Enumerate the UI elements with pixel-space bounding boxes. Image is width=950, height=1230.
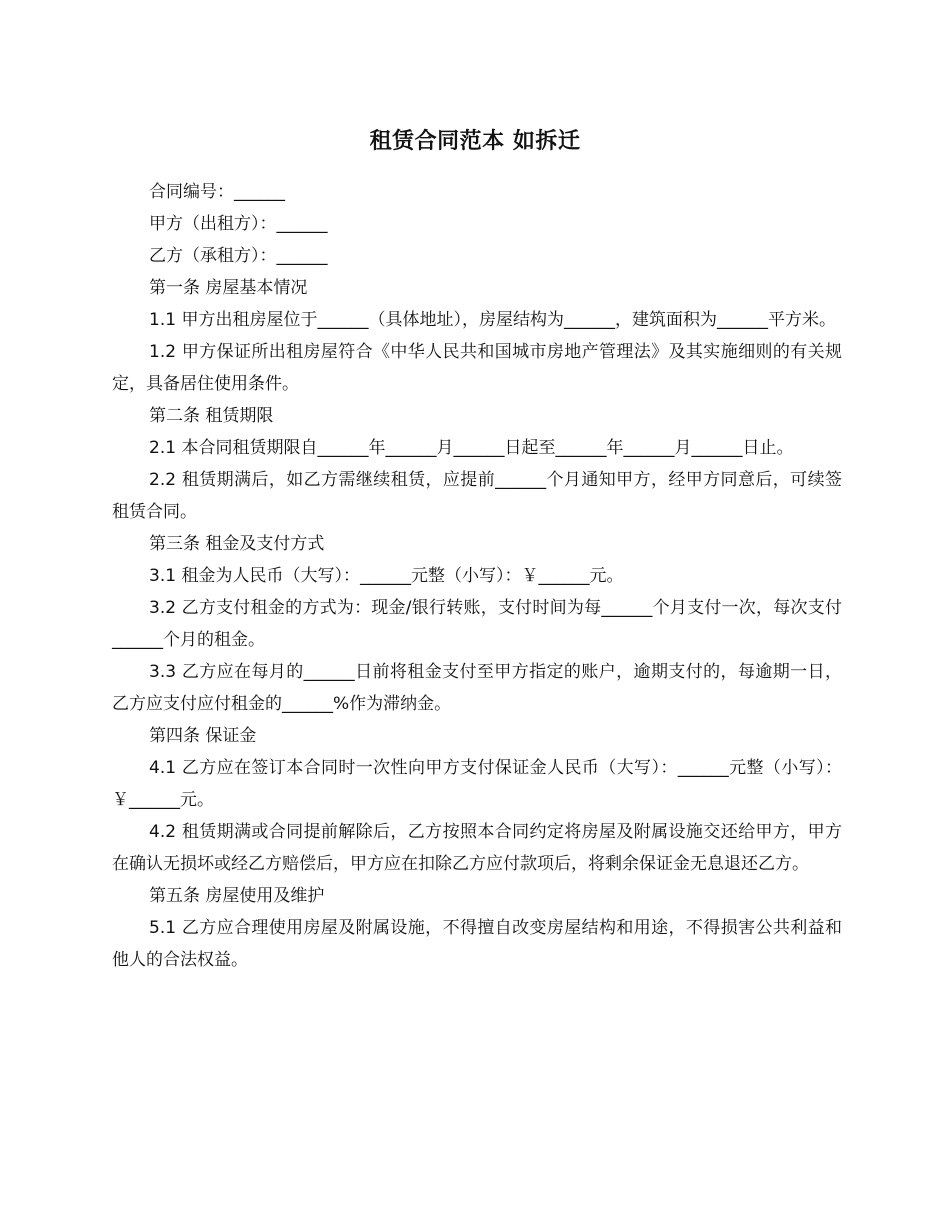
clause-1-1: 1.1 甲方出租房屋位于______（具体地址），房屋结构为______，建筑面积为______平方米。 xyxy=(149,310,836,330)
clause-3-3: 3.3 乙方应在每月的______日前将租金支付至甲方指定的账户，逾期支付的，每逾期一日，乙方应支付应付租金的______%作为滞纳金。 xyxy=(112,662,842,714)
contract-number-line: 合同编号：______ xyxy=(149,182,285,202)
clause-1-2: 1.2 甲方保证所出租房屋符合《中华人民共和国城市房地产管理法》及其实施细则的有关规定，具备居住使用条件。 xyxy=(112,342,842,394)
article-5-heading: 第五条 房屋使用及维护 xyxy=(149,886,325,906)
document-title: 租赁合同范本 如拆迁 xyxy=(369,129,581,154)
clause-3-2: 3.2 乙方支付租金的方式为：现金/银行转账，支付时间为每______个月支付一次，每次支付______个月的租金。 xyxy=(112,598,842,650)
clause-2-1: 2.1 本合同租赁期限自______年______月______日起至______年______月______日止。 xyxy=(149,438,794,458)
article-3-heading: 第三条 租金及支付方式 xyxy=(149,534,325,554)
article-1-heading: 第一条 房屋基本情况 xyxy=(149,278,308,298)
party-a-line: 甲方（出租方）：______ xyxy=(149,214,328,234)
party-b-line: 乙方（承租方）：______ xyxy=(149,246,328,266)
article-2-heading: 第二条 租赁期限 xyxy=(149,406,274,426)
article-4-heading: 第四条 保证金 xyxy=(149,726,257,746)
clause-4-1: 4.1 乙方应在签订本合同时一次性向甲方支付保证金人民币（大写）：______元整（小写）：￥______元。 xyxy=(112,758,842,810)
clause-2-2: 2.2 租赁期满后，如乙方需继续租赁，应提前______个月通知甲方，经甲方同意后，可续签租赁合同。 xyxy=(112,470,842,522)
clause-5-1: 5.1 乙方应合理使用房屋及附属设施，不得擅自改变房屋结构和用途，不得损害公共利益和他人的合法权益。 xyxy=(112,918,842,970)
clause-4-2: 4.2 租赁期满或合同提前解除后，乙方按照本合同约定将房屋及附属设施交还给甲方，甲方在确认无损坏或经乙方赔偿后，甲方应在扣除乙方应付款项后，将剩余保证金无息退还乙方。 xyxy=(112,822,842,874)
document-body xyxy=(112,176,842,976)
clause-3-1: 3.1 租金为人民币（大写）：______元整（小写）：￥______元。 xyxy=(149,566,624,586)
